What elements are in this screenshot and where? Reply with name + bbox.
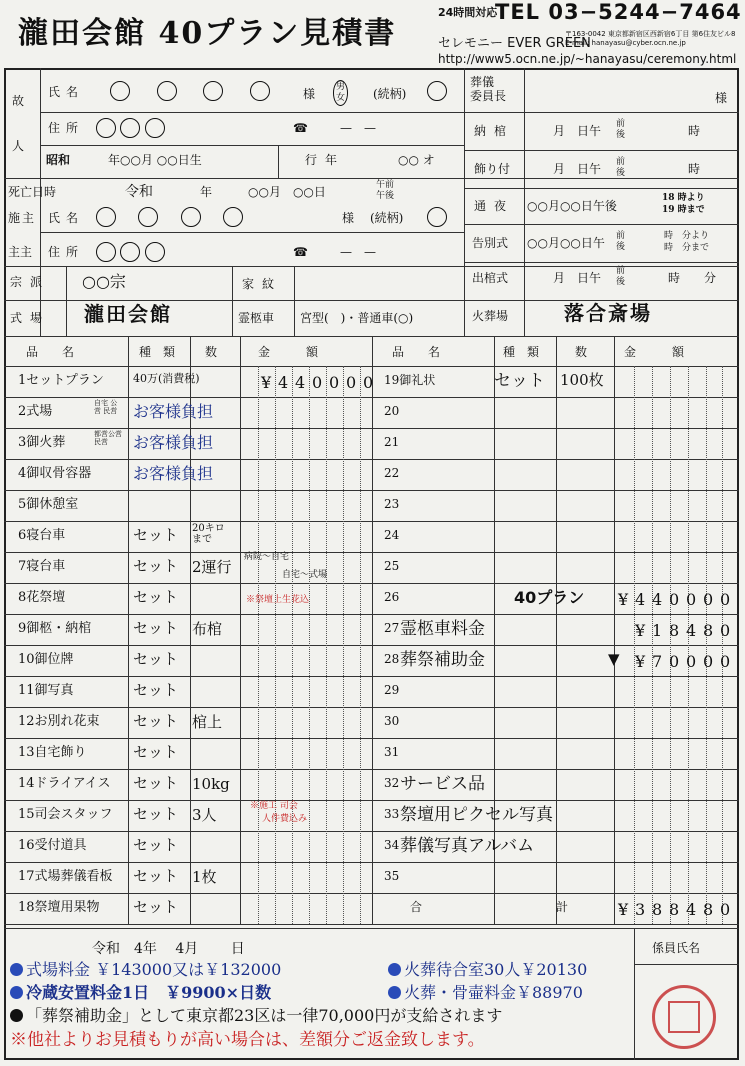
- item-qty: 棺上: [192, 713, 223, 731]
- amount-digit: 0: [686, 590, 697, 609]
- column-divider: [240, 336, 241, 924]
- deceased-name-placeholder[interactable]: [110, 81, 270, 101]
- item-type: お客様負担: [133, 402, 214, 421]
- item-type: 葬祭補助金: [400, 650, 485, 670]
- decoration-ampm[interactable]: 前 後: [616, 157, 626, 178]
- farewell-date[interactable]: ○○月○○日午: [527, 236, 605, 250]
- route-note-2: 自宅〜式場: [282, 570, 328, 580]
- death-ampm[interactable]: 午前 午後: [376, 180, 395, 201]
- deceased-address-label: 住所: [48, 121, 85, 135]
- item-number: 31: [384, 745, 400, 759]
- item-name: 4御収骨容器: [18, 466, 92, 481]
- item-name: 8花祭壇: [18, 590, 66, 605]
- item-number: 30: [384, 714, 400, 728]
- route-note-1: 病院〜自宅: [244, 552, 290, 562]
- item-type: 40プラン: [514, 588, 585, 607]
- amount-digit: 0: [703, 590, 714, 609]
- item-type: 40万(消費税): [133, 372, 200, 385]
- digit-divider: [688, 366, 689, 924]
- item-name: 11御写真: [18, 683, 74, 698]
- item-type: 葬儀写真アルバム: [400, 836, 535, 856]
- amount-digit: ¥: [635, 621, 646, 640]
- column-divider: [372, 336, 373, 924]
- item-type: セット: [133, 805, 179, 823]
- amount-digit: 8: [703, 900, 714, 919]
- age-label: 行年: [305, 153, 346, 167]
- item-number: 28: [384, 652, 400, 666]
- item-name: 1セットプラン: [18, 373, 104, 388]
- digit-divider: [652, 366, 653, 924]
- fee-waiting-room: 火葬待合室30人￥20130: [388, 962, 587, 978]
- header-amount-right: 金 額: [624, 345, 685, 359]
- phone-number[interactable]: TEL 03−5244−7464: [495, 0, 742, 24]
- column-divider: [128, 336, 129, 924]
- header-qty-right: 数: [575, 345, 588, 359]
- item-type: セット: [494, 371, 545, 391]
- amount-digit: 0: [720, 900, 731, 919]
- amount-digit: 1: [652, 621, 663, 640]
- item-number: 24: [384, 528, 400, 542]
- digit-divider: [360, 366, 361, 924]
- amount-digit: 4: [652, 590, 663, 609]
- hearse-label: 霊柩車: [238, 311, 275, 325]
- item-name: 2式場: [18, 404, 53, 419]
- header-item-right: 品 名: [392, 345, 441, 359]
- item-type: セット: [133, 650, 179, 668]
- deceased-relation-placeholder[interactable]: [427, 81, 447, 101]
- amount-digit: 8: [669, 621, 680, 640]
- amount-digit: 0: [686, 652, 697, 671]
- ceremony-name: セレモニー EVER GREEN: [438, 36, 591, 51]
- company-address: 〒163-0042 東京都新宿区西新宿6丁目 第6住友ビル8 E-mail: hanayasu@cyber.ocn.ne.jp: [565, 30, 736, 47]
- item-type: セット: [133, 836, 179, 854]
- item-type: 祭壇用ピクセル写真: [400, 805, 553, 825]
- amount-digit: 0: [720, 621, 731, 640]
- venue-value[interactable]: 瀧田会館: [84, 302, 172, 326]
- item-number: 29: [384, 683, 400, 697]
- nokan-hour[interactable]: 時: [688, 124, 701, 138]
- item-number: 32: [384, 776, 400, 790]
- item-number: 21: [384, 435, 400, 449]
- deceased-phone-placeholder[interactable]: — —: [340, 121, 377, 135]
- chief-sama: 様: [342, 211, 355, 225]
- staff-name-label: 係員氏名: [652, 941, 701, 955]
- fee-refrigeration: 冷蔵安置料金1日 ￥9900×日数: [10, 985, 271, 1001]
- total-label: 合: [410, 900, 423, 914]
- item-qty: 20キロ まで: [192, 523, 225, 545]
- amount-digit: ¥: [635, 652, 646, 671]
- chief-address-label: 住所: [48, 245, 85, 259]
- departure-time[interactable]: 時 分: [668, 271, 717, 285]
- nokan-ampm[interactable]: 前 後: [616, 119, 626, 140]
- wake-times[interactable]: 18 時より 19 時まで: [662, 193, 705, 216]
- age-value[interactable]: ○○ オ: [398, 153, 435, 167]
- decoration-label: 飾り付: [474, 162, 511, 176]
- digit-divider: [275, 366, 276, 924]
- farewell-ampm[interactable]: 前 後: [616, 231, 626, 252]
- item-name: 18祭壇用果物: [18, 900, 100, 915]
- chief-name-label: 氏名: [48, 211, 85, 225]
- item-number: 20: [384, 404, 400, 418]
- item-subtype: 自宅 公営 民営: [94, 399, 118, 415]
- item-name: 13自宅飾り: [18, 745, 87, 760]
- amount-digit: 0: [703, 652, 714, 671]
- departure-date[interactable]: 月 日午: [553, 271, 602, 285]
- fee-cremation: 火葬・骨壷料金￥88970: [388, 985, 583, 1001]
- bullet-icon: [10, 1009, 23, 1022]
- total-label: 計: [556, 900, 569, 914]
- item-type: セット: [133, 619, 179, 637]
- bullet-icon: [388, 986, 401, 999]
- digit-divider: [706, 366, 707, 924]
- committee-label: 葬儀 委員長: [470, 75, 507, 103]
- header-qty-left: 数: [205, 345, 218, 359]
- wake-date[interactable]: ○○月○○日午後: [527, 199, 617, 213]
- deceased-address-placeholder[interactable]: [96, 118, 165, 138]
- service-hours: 24時間対応: [438, 6, 498, 19]
- item-name: 16受付道具: [18, 838, 87, 853]
- subsidy-note: 「葬祭補助金」として東京都23区は一律70,000円が支給されます: [10, 1008, 502, 1024]
- amount-digit: 0: [669, 590, 680, 609]
- amount-digit: 0: [346, 373, 357, 392]
- hearse-value[interactable]: 宮型( )・普通車(○): [300, 311, 414, 325]
- item-name: 6寝台車: [18, 528, 66, 543]
- item-number: 19御礼状: [384, 373, 436, 387]
- amount-digit: 4: [686, 900, 697, 919]
- item-number: 26: [384, 590, 400, 604]
- altar-note: ※祭壇上生花込: [246, 595, 310, 605]
- amount-digit: ¥: [618, 900, 629, 919]
- amount-digit: 4: [686, 621, 697, 640]
- item-type: お客様負担: [133, 464, 214, 483]
- item-type: セット: [133, 898, 179, 916]
- website-url[interactable]: http://www5.ocn.ne.jp/~hanayasu/ceremony.html: [438, 52, 737, 66]
- item-type: セット: [133, 557, 179, 575]
- phone-icon: ☎: [293, 121, 308, 135]
- amount-digit: ¥: [261, 373, 272, 392]
- death-year[interactable]: 年: [200, 185, 213, 199]
- item-qty: 3人: [192, 806, 217, 824]
- header-type-left: 種 類: [139, 345, 176, 359]
- item-number: 23: [384, 497, 400, 511]
- sect-value[interactable]: ○○宗: [82, 272, 126, 291]
- amount-digit: 0: [669, 652, 680, 671]
- item-name: 9御柩・納棺: [18, 621, 92, 636]
- decoration-hour[interactable]: 時: [688, 162, 701, 176]
- item-name: 7寝台車: [18, 559, 66, 574]
- item-type: セット: [133, 867, 179, 885]
- amount-digit: 7: [652, 652, 663, 671]
- digit-divider: [309, 366, 310, 924]
- amount-digit: 8: [669, 900, 680, 919]
- venue-label: 式場: [10, 311, 51, 325]
- item-number: 34: [384, 838, 400, 852]
- crematorium-value[interactable]: 落合斎場: [564, 301, 652, 325]
- bullet-icon: [388, 963, 401, 976]
- nokan-date[interactable]: 月 日午: [553, 124, 602, 138]
- nokan-label: 納棺: [474, 124, 515, 138]
- item-type: セット: [133, 526, 179, 544]
- showa-label: 昭和: [46, 153, 71, 167]
- item-number: 35: [384, 869, 400, 883]
- page-title: 瀧田会館 40プラン見積書: [18, 16, 397, 51]
- bullet-icon: [10, 963, 23, 976]
- item-qty: 2運行: [192, 558, 232, 576]
- deceased-label-2: 人: [12, 139, 25, 153]
- staff-note-2: 人件費込み: [262, 814, 308, 824]
- chief-phone-placeholder[interactable]: — —: [340, 245, 377, 259]
- deceased-name-label: 氏名: [48, 85, 85, 99]
- item-type: セット: [133, 743, 179, 761]
- committee-sama: 様: [715, 91, 728, 105]
- gender-selector[interactable]: 男 女: [333, 80, 348, 106]
- digit-divider: [292, 366, 293, 924]
- item-name: 10御位牌: [18, 652, 74, 667]
- item-number: 33: [384, 807, 400, 821]
- sect-label: 宗派: [10, 275, 51, 289]
- column-divider: [614, 336, 615, 924]
- family-crest-label: 家紋: [242, 277, 283, 291]
- item-number: 25: [384, 559, 400, 573]
- amount-digit: 0: [720, 590, 731, 609]
- header-item-left: 品 名: [26, 345, 75, 359]
- reiwa-label: 令和: [125, 184, 153, 200]
- amount-digit: 0: [329, 373, 340, 392]
- item-name: 15司会スタッフ: [18, 807, 113, 822]
- decoration-date[interactable]: 月 日午: [553, 162, 602, 176]
- amount-digit: 8: [703, 621, 714, 640]
- item-type: 霊柩車料金: [400, 619, 485, 639]
- item-qty: 布棺: [192, 620, 223, 638]
- amount-digit: ¥: [618, 590, 629, 609]
- digit-divider: [258, 366, 259, 924]
- wake-label: 通夜: [474, 199, 515, 213]
- item-qty: ▼: [608, 650, 620, 668]
- amount-digit: 4: [295, 373, 306, 392]
- amount-digit: 0: [312, 373, 323, 392]
- digit-divider: [670, 366, 671, 924]
- item-number: 22: [384, 466, 400, 480]
- chief-label-1: 施: [8, 211, 21, 225]
- chief-label-2: 主: [22, 211, 35, 225]
- chief-address-placeholder[interactable]: [96, 242, 165, 262]
- chief-relation-label: (続柄): [370, 211, 404, 225]
- farewell-label: 告別式: [472, 236, 509, 250]
- refund-note: ※他社よりお見積もりが高い場合は、差額分ご返金致します。: [10, 1030, 485, 1050]
- amount-digit: 3: [635, 900, 646, 919]
- company-seal-inner: [668, 1001, 700, 1033]
- item-type: お客様負担: [133, 433, 214, 452]
- item-subtype: 都営公営 民営: [94, 430, 122, 446]
- column-divider: [556, 336, 557, 924]
- column-divider: [190, 336, 191, 924]
- amount-digit: 4: [635, 590, 646, 609]
- item-type: サービス品: [400, 774, 485, 794]
- amount-digit: 8: [652, 900, 663, 919]
- departure-ampm[interactable]: 前 後: [616, 266, 626, 287]
- item-name: 14ドライアイス: [18, 776, 111, 791]
- header-type-right: 種 類: [503, 345, 540, 359]
- digit-divider: [326, 366, 327, 924]
- item-name: 17式場葬儀看板: [18, 869, 113, 884]
- item-qty: 10kg: [192, 775, 230, 793]
- death-date-label: 死亡日時: [8, 185, 57, 199]
- deceased-sama: 様: [303, 87, 316, 101]
- departure-label: 出棺式: [472, 271, 509, 285]
- item-type: セット: [133, 712, 179, 730]
- amount-digit: 0: [720, 652, 731, 671]
- header-amount-left: 金 額: [258, 345, 319, 359]
- chief-label-3: 主主: [8, 245, 33, 259]
- amount-digit: 4: [278, 373, 289, 392]
- item-name: 3御火葬: [18, 435, 66, 450]
- farewell-times[interactable]: 時 分より 時 分まで: [664, 231, 710, 253]
- digit-divider: [722, 366, 723, 924]
- chief-name-placeholder[interactable]: [96, 207, 243, 227]
- staff-note-1: ※施工 司会: [250, 801, 298, 811]
- death-date[interactable]: ○○月 ○○日: [248, 185, 326, 199]
- amount-digit: 0: [363, 373, 374, 392]
- digit-divider: [343, 366, 344, 924]
- deceased-relation-label: (続柄): [373, 87, 407, 101]
- item-name: 12お別れ花束: [18, 714, 100, 729]
- item-qty: 1枚: [192, 868, 217, 886]
- item-number: 27: [384, 621, 400, 635]
- item-name: 5御休憩室: [18, 497, 79, 512]
- deceased-label-1: 故: [12, 94, 25, 108]
- bullet-icon: [10, 986, 23, 999]
- item-qty: 100枚: [560, 371, 604, 389]
- chief-relation-placeholder[interactable]: [427, 207, 447, 227]
- chief-phone-icon: ☎: [293, 245, 308, 259]
- estimate-date[interactable]: 令和 4年 4月 日: [92, 941, 245, 957]
- digit-divider: [634, 366, 635, 924]
- crematorium-label: 火葬場: [472, 309, 509, 323]
- fee-venue: 式場料金 ￥143000又は￥132000: [10, 962, 281, 978]
- item-type: セット: [133, 588, 179, 606]
- item-type: セット: [133, 774, 179, 792]
- birth-date[interactable]: 年○○月 ○○日生: [108, 153, 202, 167]
- item-type: セット: [133, 681, 179, 699]
